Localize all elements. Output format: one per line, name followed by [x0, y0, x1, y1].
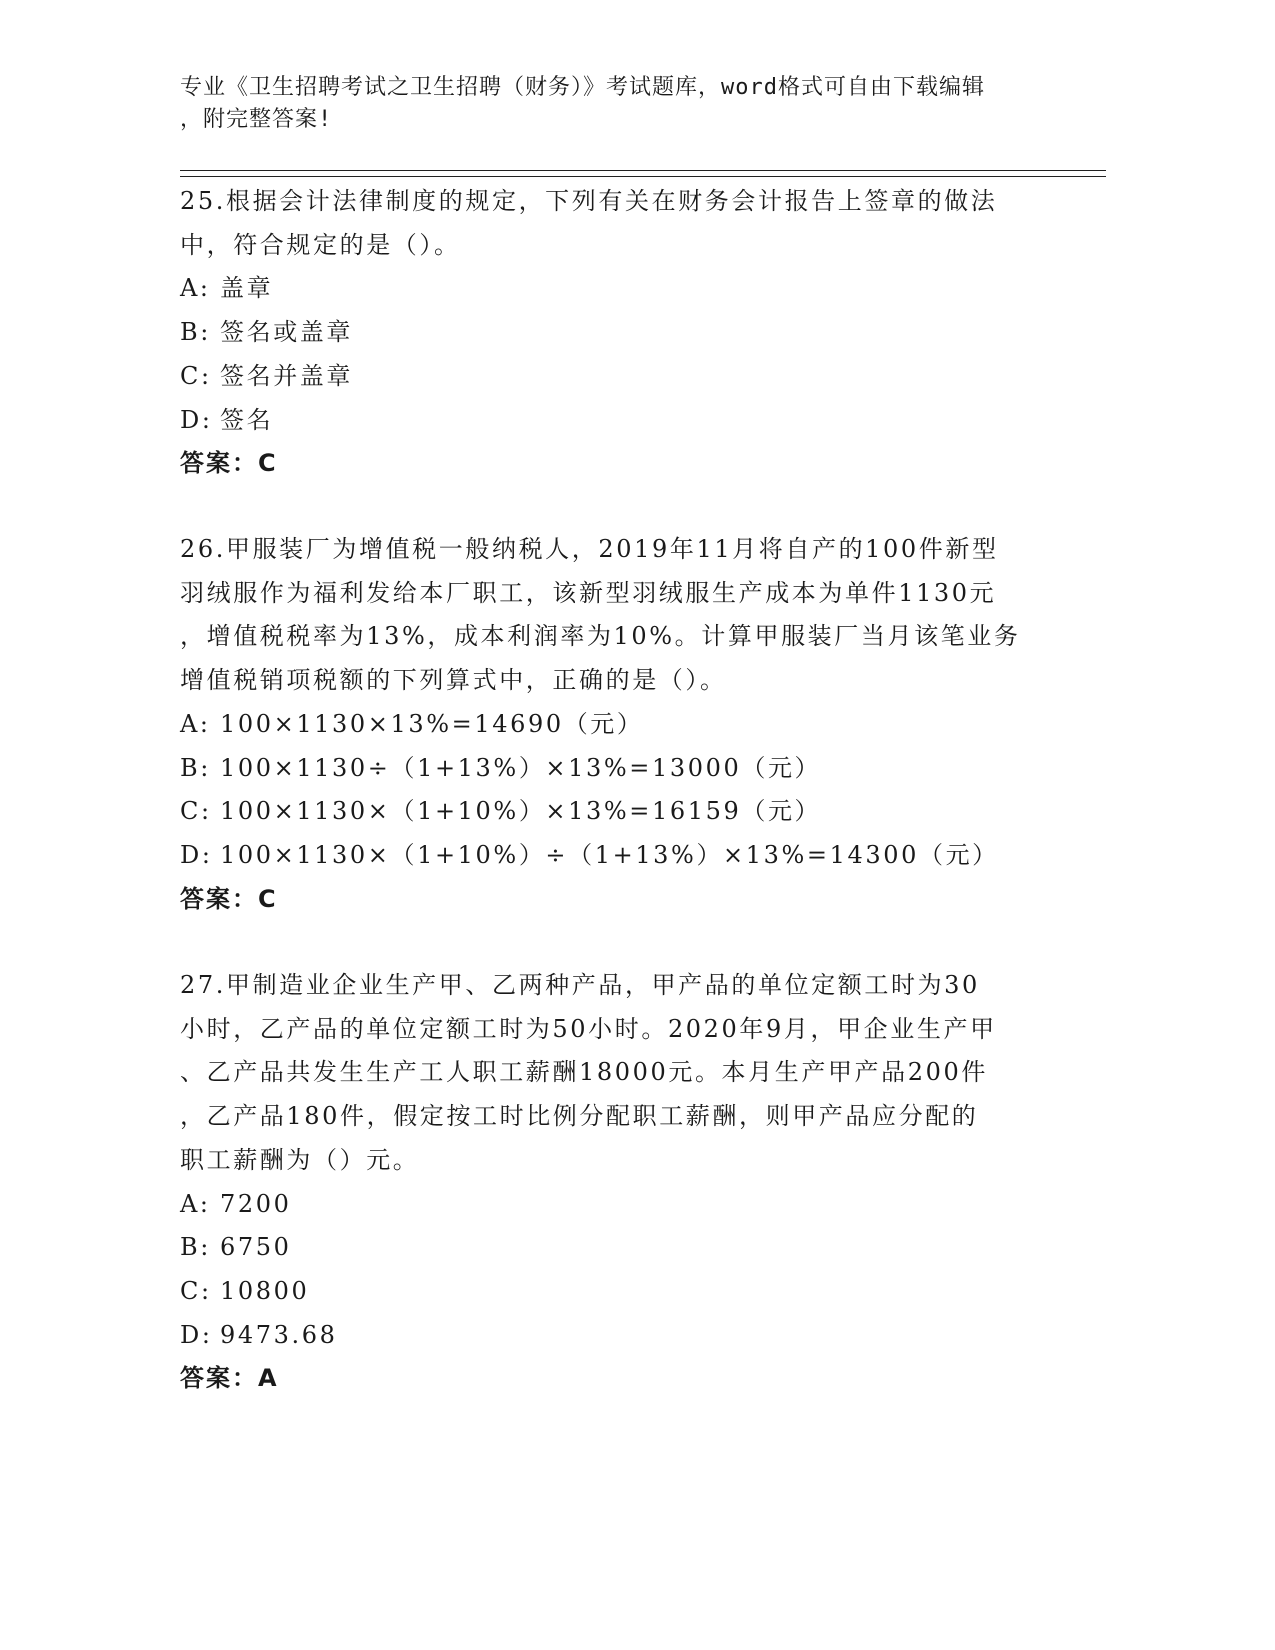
- option-letter: C:: [180, 797, 212, 826]
- option-letter: B:: [180, 753, 211, 782]
- question-text-line: ，乙产品180件，假定按工时比例分配职工薪酬，则甲产品应分配的: [180, 1102, 979, 1131]
- answer-line: 答案：C: [180, 884, 278, 913]
- option-letter: C:: [180, 1276, 212, 1305]
- option-text: 盖章: [220, 274, 274, 303]
- option-text: 6750: [220, 1233, 292, 1262]
- option-letter: C:: [180, 361, 212, 390]
- option-b: [180, 311, 1040, 355]
- question-text-line: 27.甲制造业企业生产甲、乙两种产品，甲产品的单位定额工时为30: [180, 971, 980, 999]
- option-text: 签名或盖章: [220, 318, 353, 347]
- question-26: [180, 528, 1040, 921]
- option-letter: D:: [180, 1320, 213, 1349]
- header-rule-bottom: [180, 176, 1106, 177]
- option-text: 100×1130×（1+10%）×13%=16159（元）: [220, 797, 822, 826]
- document-header: [180, 72, 1040, 136]
- question-text-line: 小时，乙产品的单位定额工时为50小时。2020年9月，甲企业生产甲: [180, 1014, 997, 1043]
- option-text: 10800: [220, 1276, 310, 1305]
- question-text-line: 26.甲服装厂为增值税一般纳税人，2019年11月将自产的100件新型: [180, 535, 999, 563]
- question-text-line: 羽绒服作为福利发给本厂职工，该新型羽绒服生产成本为单件1130元: [180, 578, 997, 607]
- option-b: [180, 747, 1040, 791]
- answer-line: 答案：A: [180, 1364, 279, 1393]
- option-text: 7200: [220, 1189, 292, 1218]
- option-d: [180, 399, 1040, 443]
- header-line-2: ，附完整答案!: [180, 107, 333, 132]
- question-25: [180, 180, 1040, 486]
- question-text-line: 增值税销项税额的下列算式中，正确的是（）。: [180, 666, 727, 695]
- question-text-line: 职工薪酬为（）元。: [180, 1145, 420, 1174]
- option-text: 签名并盖章: [220, 361, 353, 390]
- question-text-line: 25.根据会计法律制度的规定，下列有关在财务会计报告上签章的做法: [180, 187, 998, 215]
- option-text: 签名: [220, 405, 274, 434]
- option-text: 9473.68: [220, 1320, 338, 1349]
- option-text: 100×1130÷（1+13%）×13%=13000（元）: [220, 753, 822, 782]
- question-text-line: 中，符合规定的是（）。: [180, 230, 461, 259]
- option-c: [180, 1270, 1040, 1314]
- answer-line: 答案：C: [180, 449, 278, 478]
- option-letter: D:: [180, 840, 213, 869]
- option-letter: D:: [180, 405, 213, 434]
- option-a: [180, 267, 1040, 311]
- option-b: [180, 1226, 1040, 1270]
- question-text-line: ，增值税税率为13%，成本利润率为10%。计算甲服装厂当月该笔业务: [180, 622, 1021, 651]
- option-a: [180, 703, 1040, 747]
- option-a: [180, 1183, 1040, 1227]
- option-c: [180, 355, 1040, 399]
- option-text: 100×1130×（1+10%）÷（1+13%）×13%=14300（元）: [220, 840, 999, 869]
- option-letter: B:: [180, 1233, 211, 1262]
- option-letter: A:: [180, 274, 211, 303]
- header-line-1: 专业《卫生招聘考试之卫生招聘（财务）》考试题库，word格式可自由下载编辑: [180, 75, 985, 100]
- option-d: [180, 1314, 1040, 1358]
- question-text-line: 、乙产品共发生生产工人职工薪酬18000元。本月生产甲产品200件: [180, 1058, 988, 1087]
- option-text: 100×1130×13%=14690（元）: [220, 709, 644, 738]
- header-rule-top: [180, 170, 1106, 171]
- option-d: [180, 834, 1040, 878]
- option-letter: A:: [180, 709, 211, 738]
- question-27: [180, 964, 1040, 1401]
- option-letter: A:: [180, 1189, 211, 1218]
- option-letter: B:: [180, 318, 211, 347]
- option-c: [180, 790, 1040, 834]
